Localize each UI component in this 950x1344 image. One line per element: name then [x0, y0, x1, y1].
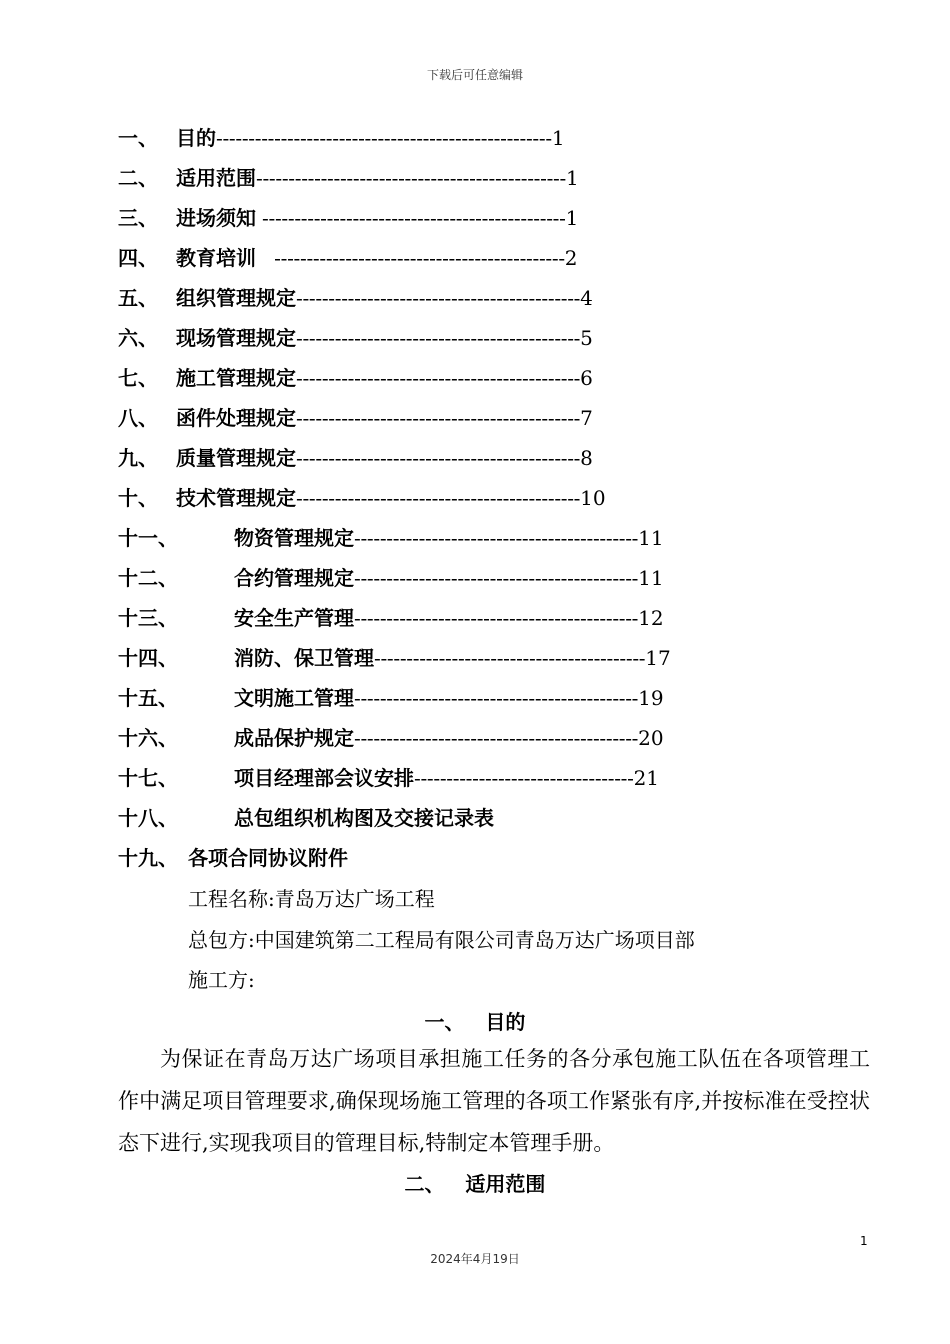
toc-leader: --------------------------------------------: [296, 446, 581, 470]
toc-page: 10: [580, 486, 606, 510]
toc-row: [118, 522, 858, 562]
page-number: 1: [860, 1234, 868, 1248]
toc-leader: ------------------------------------------: [374, 646, 646, 670]
toc-title: 函件处理规定--------------------------------------------7: [176, 406, 593, 430]
toc-row: [118, 402, 858, 442]
toc-number: 八、: [118, 406, 158, 430]
constructor: 施工方:: [188, 968, 255, 992]
toc-number: 十八、: [118, 806, 178, 830]
toc-title: 各项合同协议附件: [188, 846, 348, 870]
toc-title: 项目经理部会议安排----------------------------------21: [234, 766, 660, 790]
toc-leader: --------------------------------------------: [354, 726, 639, 750]
toc-page: 2: [564, 246, 578, 270]
toc-page: 19: [638, 686, 664, 710]
toc-number: 十六、: [118, 726, 178, 750]
toc-row: [118, 442, 858, 482]
toc-page: 1: [565, 166, 579, 190]
toc-row: [118, 682, 858, 722]
toc-row: [118, 722, 858, 762]
toc-page: 20: [638, 726, 664, 750]
toc-number: 十、: [118, 486, 158, 510]
toc-title: 教育培训 ---------------------------------------------2: [176, 246, 578, 270]
toc-row: [118, 482, 858, 522]
toc-leader: --------------------------------------------: [296, 406, 581, 430]
toc-row: [118, 602, 858, 642]
toc-title: 合约管理规定--------------------------------------------11: [234, 566, 664, 590]
toc-row: [118, 202, 858, 242]
toc-leader: --------------------------------------------: [296, 286, 581, 310]
toc-title: 总包组织机构图及交接记录表: [234, 806, 494, 830]
toc-number: 十九、: [118, 846, 178, 870]
toc-page: 21: [633, 766, 660, 790]
toc-row: [118, 362, 858, 402]
toc-number: 十二、: [118, 566, 178, 590]
toc-leader: --------------------------------------------: [296, 486, 581, 510]
toc-leader: --------------------------------------------: [296, 366, 581, 390]
toc-title: 组织管理规定--------------------------------------------4: [176, 286, 593, 310]
toc-leader: --------------------------------------------: [354, 686, 639, 710]
toc-row: [118, 162, 858, 202]
toc-page: 12: [638, 606, 664, 630]
toc-row: [118, 242, 858, 282]
toc-row: [118, 122, 858, 162]
section-heading-purpose: 一、 目的: [424, 1010, 526, 1034]
toc-leader: ------------------------------------------------: [256, 166, 566, 190]
toc-number: 五、: [118, 286, 158, 310]
toc-number: 十五、: [118, 686, 178, 710]
toc-number: 三、: [118, 206, 158, 230]
toc-title: 目的----------------------------------------------------1: [176, 126, 565, 150]
toc-row: [118, 562, 858, 602]
toc-number: 十一、: [118, 526, 178, 550]
toc-page: 1: [565, 206, 579, 230]
toc-leader: --------------------------------------------: [354, 566, 639, 590]
toc-page: 11: [638, 526, 664, 550]
table-of-contents: [118, 122, 858, 882]
toc-number: 六、: [118, 326, 158, 350]
toc-leader: -----------------------------------------------: [256, 206, 566, 230]
toc-leader: --------------------------------------------: [354, 526, 639, 550]
toc-row: [118, 802, 858, 842]
toc-title: 技术管理规定--------------------------------------------10: [176, 486, 606, 510]
toc-number: 十三、: [118, 606, 178, 630]
toc-title: 进场须知 -----------------------------------------------1: [176, 206, 579, 230]
section-body-purpose: 为保证在青岛万达广场项目承担施工任务的各分承包施工队伍在各项管理工作中满足项目管理要求,确保现场施工管理的各项工作紧张有序,并按标准在受控状态下进行,实现我项目的管理目标,特制定本管理手册。: [118, 1047, 870, 1155]
toc-page: 11: [638, 566, 664, 590]
toc-row: [118, 642, 858, 682]
toc-row: [118, 282, 858, 322]
toc-page: 1: [551, 126, 565, 150]
toc-leader: ----------------------------------: [414, 766, 634, 790]
toc-title: 适用范围------------------------------------------------1: [176, 166, 579, 190]
toc-page: 6: [580, 366, 593, 390]
toc-leader: ----------------------------------------------------: [216, 126, 552, 150]
project-name: 工程名称:青岛万达广场工程: [188, 887, 435, 911]
toc-page: 8: [580, 446, 593, 470]
toc-title: 安全生产管理--------------------------------------------12: [234, 606, 664, 630]
toc-row: [118, 322, 858, 362]
toc-number: 九、: [118, 446, 158, 470]
toc-title: 质量管理规定--------------------------------------------8: [176, 446, 593, 470]
toc-page: 7: [580, 406, 593, 430]
footer-date: 2024年4月19日: [430, 1252, 520, 1266]
general-contractor: 总包方:中国建筑第二工程局有限公司青岛万达广场项目部: [188, 928, 695, 952]
toc-number: 二、: [118, 166, 158, 190]
header-note: 下载后可任意编辑: [426, 68, 523, 82]
toc-page: 5: [580, 326, 593, 350]
toc-number: 十四、: [118, 646, 178, 670]
toc-row: [118, 842, 858, 882]
toc-title: 施工管理规定--------------------------------------------6: [176, 366, 593, 390]
toc-title: 文明施工管理--------------------------------------------19: [234, 686, 664, 710]
toc-leader: --------------------------------------------: [296, 326, 581, 350]
toc-title: 成品保护规定--------------------------------------------20: [234, 726, 664, 750]
section-heading-scope: 二、 适用范围: [404, 1172, 546, 1196]
toc-number: 一、: [118, 126, 158, 150]
toc-leader: ---------------------------------------------: [256, 246, 565, 270]
toc-title: 消防、保卫管理------------------------------------------17: [234, 646, 671, 670]
toc-row: [118, 762, 858, 802]
toc-page: 4: [580, 286, 593, 310]
toc-number: 十七、: [118, 766, 178, 790]
toc-leader: --------------------------------------------: [354, 606, 639, 630]
toc-number: 七、: [118, 366, 158, 390]
toc-title: 现场管理规定--------------------------------------------5: [176, 326, 593, 350]
toc-title: 物资管理规定--------------------------------------------11: [234, 526, 664, 550]
toc-number: 四、: [118, 246, 158, 270]
toc-page: 17: [645, 646, 671, 670]
